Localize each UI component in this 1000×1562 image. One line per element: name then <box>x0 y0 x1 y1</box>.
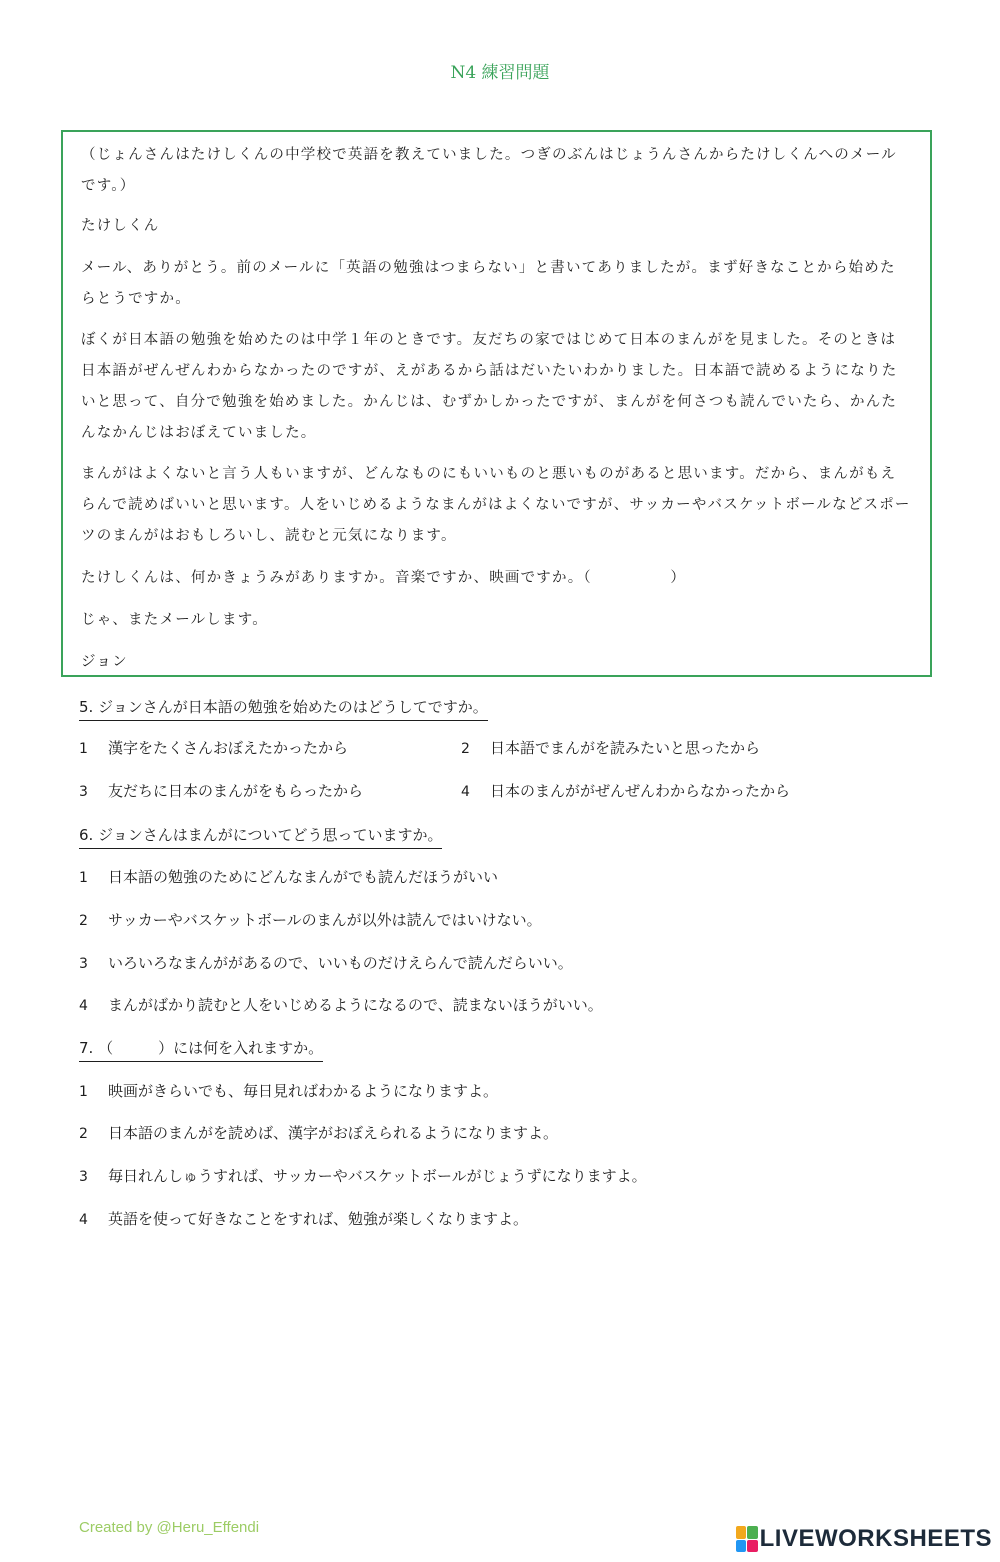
reading-passage-box <box>61 130 932 677</box>
option-text: 友だちに日本のまんがをもらったから <box>108 782 364 800</box>
passage-paragraph-1: メール、ありがとう。前のメールに「英語の勉強はつまらない」と書いてありましたが。まず好きなことから始めたらとうですか。 <box>81 260 896 307</box>
option-text: 毎日れんしゅうすれば、サッカーやバスケットボールがじょうずになりますよ。 <box>108 1167 647 1185</box>
question-7-option-2[interactable] <box>79 1122 558 1143</box>
passage-greeting: たけしくん <box>81 218 160 234</box>
option-number: 3 <box>79 1169 88 1185</box>
passage-closing: じゃ、またメールします。 <box>81 612 268 628</box>
option-text: 日本語でまんがを読みたいと思ったから <box>490 739 761 757</box>
option-number: 4 <box>79 998 88 1014</box>
option-number: 4 <box>461 784 470 800</box>
option-text: 日本語のまんがを読めば、漢字がおぼえられるようになりますよ。 <box>108 1124 559 1142</box>
question-5-option-2[interactable] <box>461 737 760 758</box>
question-6-option-3[interactable] <box>79 952 573 973</box>
page-title: N4 練習問題 <box>450 63 550 83</box>
option-number: 1 <box>79 741 88 757</box>
passage-paragraph-3: まんがはよくないと言う人もいますが、どんなものにもいいものと悪いものがあると思います。だから、まんがもえらんで読めばいいと思います。人をいじめるようなまんがはよくないですが、サッカーやバスケットボールなどスポーツのまんがはおもしろいし、読むと元気になります。 <box>81 466 911 544</box>
passage-signature: ジョン <box>81 654 128 670</box>
option-number: 2 <box>461 741 470 757</box>
logo-square-icon <box>736 1526 747 1539</box>
creator-credit: Created by @Heru_Effendi <box>79 1519 260 1536</box>
option-number: 2 <box>79 1126 88 1142</box>
option-number: 1 <box>79 1084 88 1100</box>
question-7-option-3[interactable] <box>79 1165 647 1186</box>
question-7-option-4[interactable] <box>79 1208 528 1229</box>
liveworksheets-logo-icon <box>736 1526 758 1552</box>
question-6-option-1[interactable] <box>79 866 498 887</box>
option-text: サッカーやバスケットボールのまんが以外は読んではいけない。 <box>108 911 542 929</box>
option-text: いろいろなまんががあるので、いいものだけえらんで読んだらいい。 <box>108 954 573 972</box>
liveworksheets-brand[interactable] <box>736 1524 992 1554</box>
question-5: 5. ジョンさんが日本語の勉強を始めたのはどうしてですか。 <box>79 696 488 721</box>
option-number: 3 <box>79 956 88 972</box>
option-text: 日本のまんががぜんぜんわからなかったから <box>490 782 791 800</box>
option-number: 3 <box>79 784 88 800</box>
question-5-option-4[interactable] <box>461 780 790 801</box>
logo-square-icon <box>747 1540 758 1553</box>
logo-square-icon <box>736 1540 747 1553</box>
option-number: 4 <box>79 1212 88 1228</box>
option-text: 漢字をたくさんおぼえたかったから <box>108 739 349 757</box>
option-number: 1 <box>79 870 88 886</box>
question-6-option-2[interactable] <box>79 909 542 930</box>
question-7-option-1[interactable] <box>79 1080 498 1101</box>
option-text: 日本語の勉強のためにどんなまんがでも読んだほうがいい <box>108 868 499 886</box>
passage-intro: （じょんさんはたけしくんの中学校で英語を教えていました。つぎのぶんはじょうんさんからたけしくんへのメールです。） <box>81 147 897 194</box>
question-7: 7. （ ）には何を入れますか。 <box>79 1037 323 1062</box>
question-6-option-4[interactable] <box>79 994 603 1015</box>
option-text: 映画がきらいでも、毎日見ればわかるようになりますよ。 <box>108 1082 499 1100</box>
passage-paragraph-2: ぼくが日本語の勉強を始めたのは中学１年のときです。友だちの家ではじめて日本のまんがを見ました。そのときは日本語がぜんぜんわからなかったのですが、えがあるから話はだいたいわかりました。日本語で読めるようになりたいと思って、自分で勉強を始めました。かんじは、むずかしかったですが、まんがを何さつも読んでいたら、かんたんなかんじはおぼえていました。 <box>81 332 898 441</box>
logo-square-icon <box>747 1526 758 1539</box>
option-number: 2 <box>79 913 88 929</box>
question-5-option-3[interactable] <box>79 780 363 801</box>
option-text: 英語を使って好きなことをすれば、勉強が楽しくなりますよ。 <box>108 1210 529 1228</box>
brand-name: LIVEWORKSHEETS <box>759 1525 992 1552</box>
question-6: 6. ジョンさんはまんがについてどう思っていますか。 <box>79 824 442 849</box>
passage-paragraph-4: たけしくんは、何かきょうみがありますか。音楽ですか、映画ですか。（ ） <box>81 570 687 586</box>
question-5-option-1[interactable] <box>79 737 348 758</box>
option-text: まんがばかり読むと人をいじめるようになるので、読まないほうがいい。 <box>108 996 603 1014</box>
